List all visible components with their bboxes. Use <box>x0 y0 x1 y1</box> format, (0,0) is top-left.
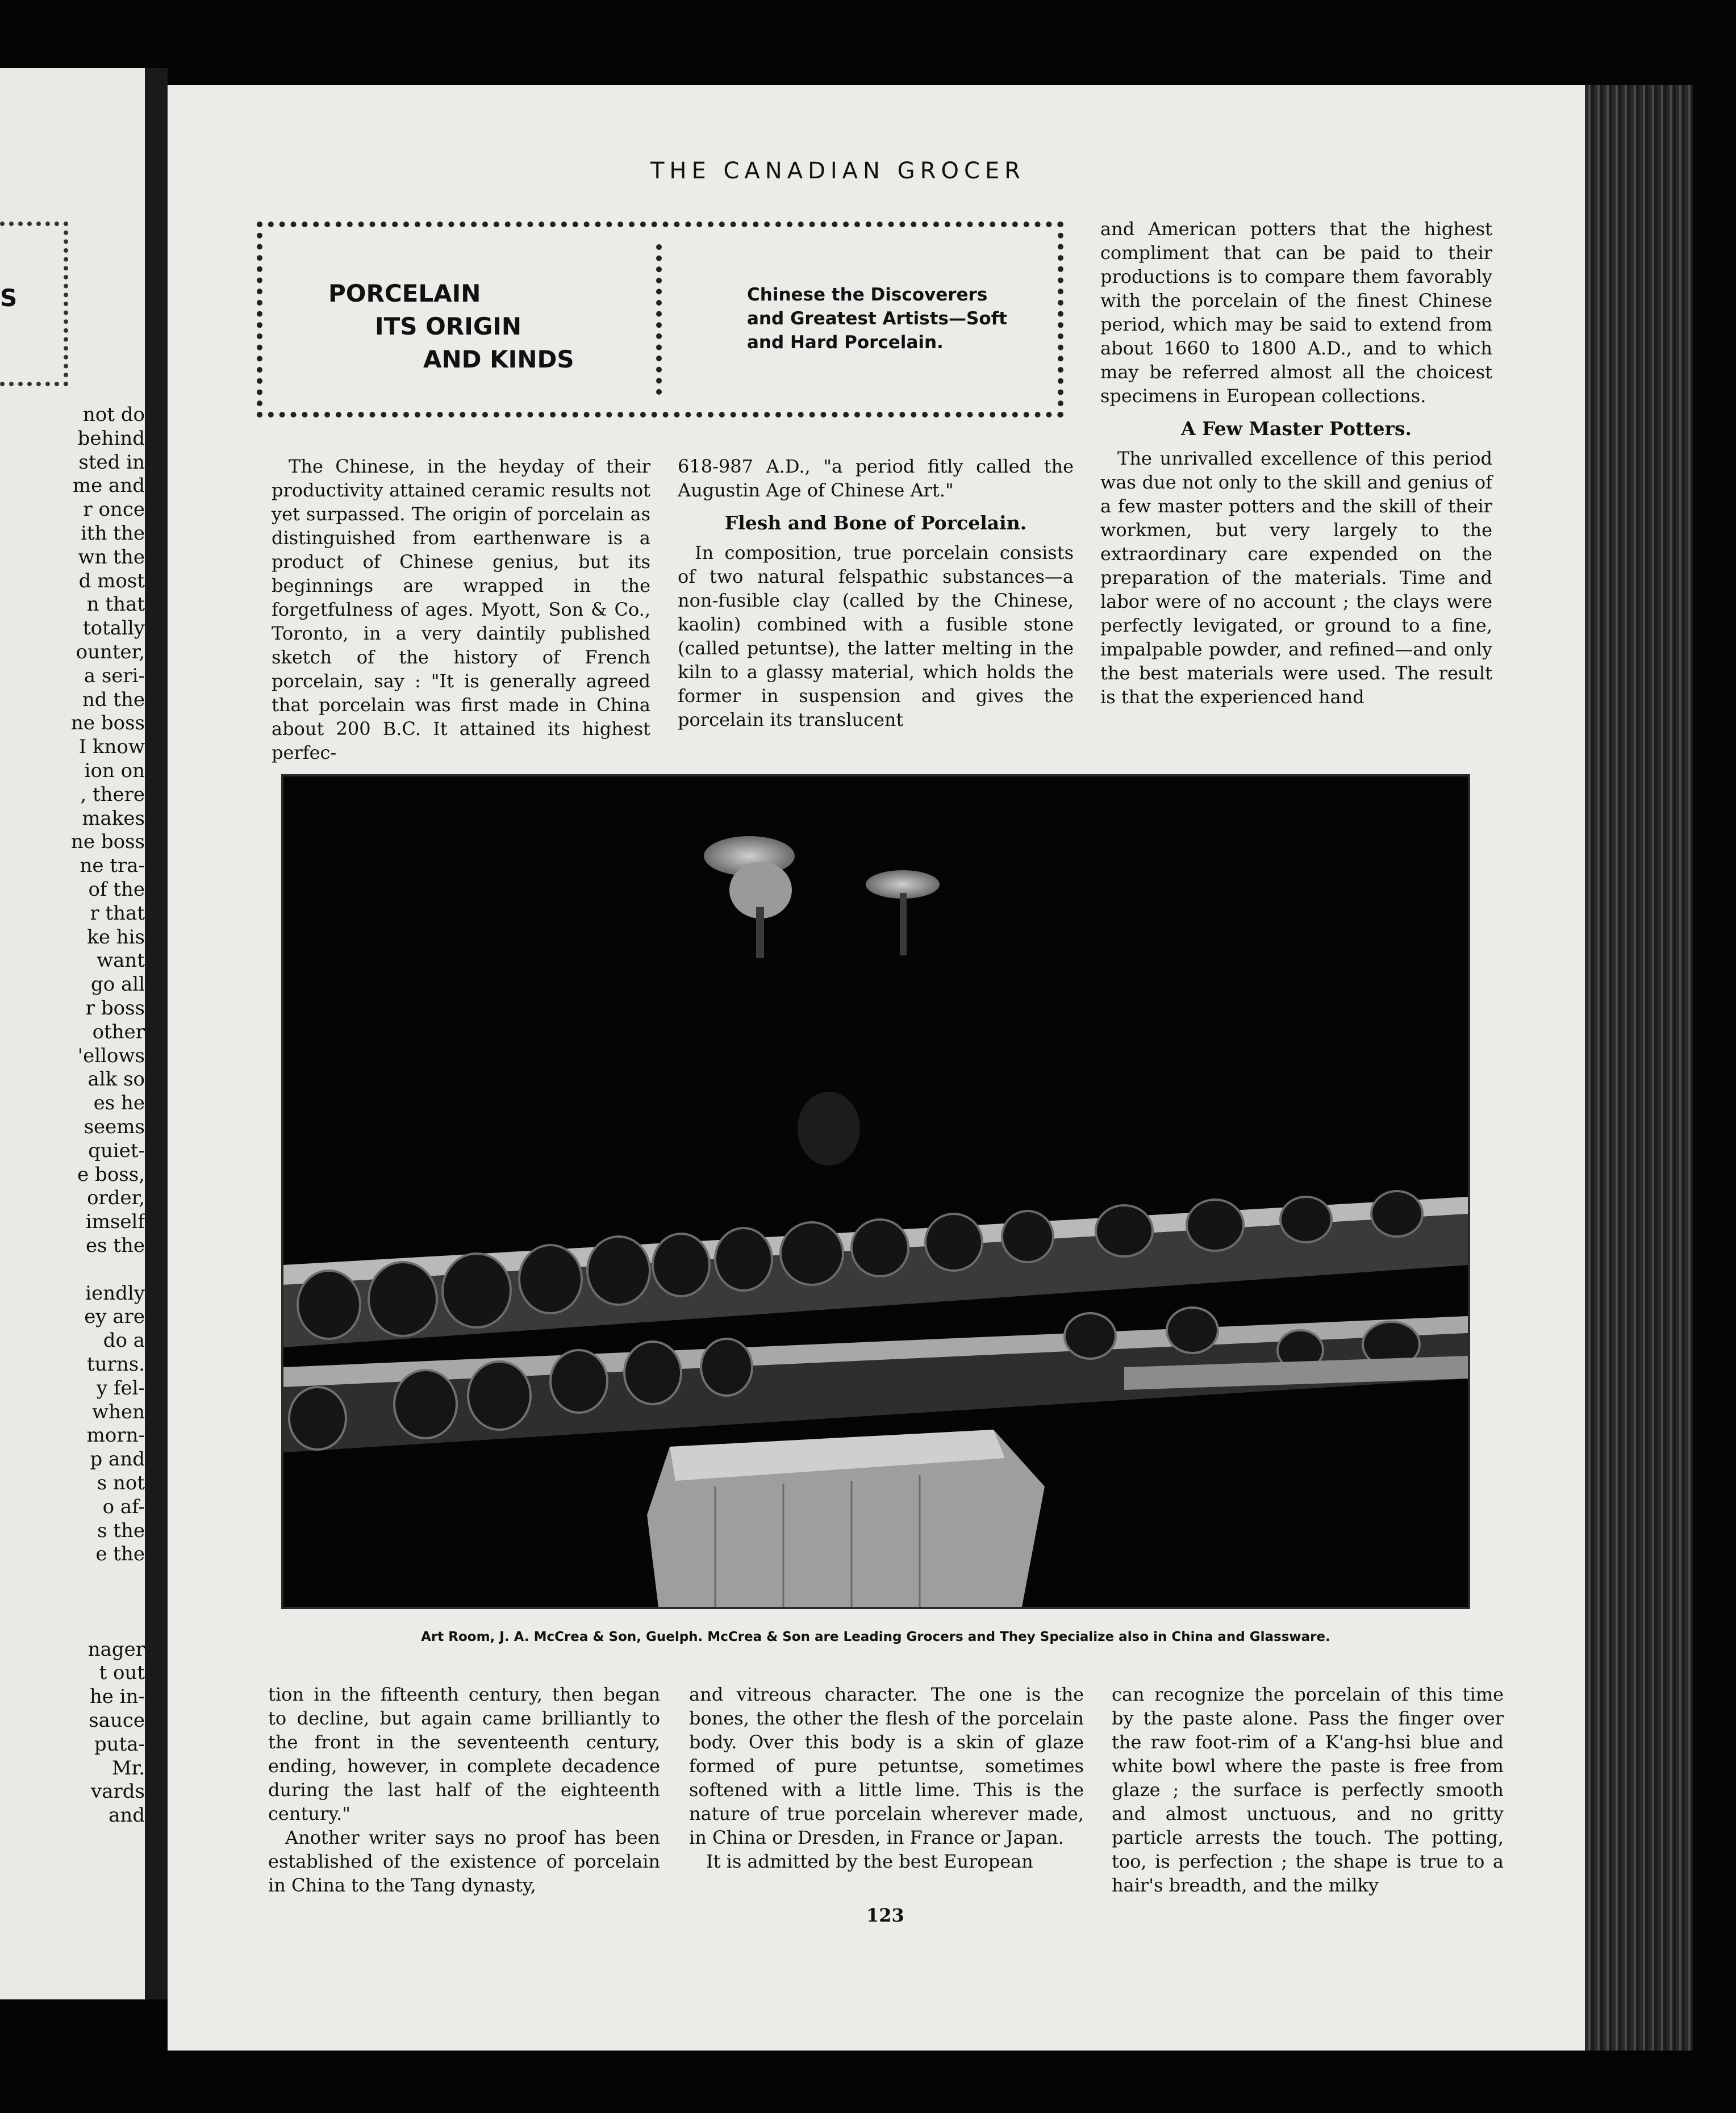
facing-page-fragment <box>0 68 145 1999</box>
paragraph: 618-987 A.D., "a period fitly called the Augustin Age of Chinese Art." <box>678 456 1074 501</box>
facing-page-line: ne tra- <box>80 854 145 878</box>
facing-page-line: want <box>97 949 145 972</box>
section-heading: A Few Master Potters. <box>1180 417 1412 440</box>
section-heading: Flesh and Bone of Porcelain. <box>724 512 1027 534</box>
facing-page-line: sted in <box>78 450 145 474</box>
facing-page-line: s not <box>97 1472 145 1494</box>
paragraph: tion in the fifteenth century, then began to decline, but again came brilliantly to the front in the seventeenth century, ending, however, in complete decadence during the last half of the eighteenth century." <box>268 1684 660 1824</box>
column-3-bottom <box>1112 1682 1504 1897</box>
facing-page-line: ne boss <box>71 830 145 854</box>
facing-page-line: , there <box>80 783 145 806</box>
facing-page-line: iendly <box>85 1281 145 1305</box>
facing-page-line: ke his <box>87 925 145 949</box>
facing-page-line: o af- <box>102 1495 145 1518</box>
facing-page-line: I know <box>78 736 145 759</box>
facing-page-line: me and <box>72 474 145 498</box>
facing-page-line: n that <box>86 593 145 616</box>
facing-page-line: totally <box>82 617 145 640</box>
facing-page-line: morn- <box>86 1424 145 1447</box>
facing-page-line: s the <box>97 1519 145 1542</box>
page-number: 123 <box>866 1905 904 1926</box>
subtitle-line-1: Chinese the Discoverers <box>747 285 988 305</box>
facing-page-line: e the <box>95 1543 145 1566</box>
facing-page-line: alk so <box>87 1068 145 1091</box>
facing-page-line: seems <box>84 1116 145 1138</box>
title-line-1: PORCELAIN <box>328 279 481 307</box>
facing-page-line: es the <box>85 1234 145 1257</box>
title-divider <box>656 244 662 395</box>
facing-page-line: and <box>108 1804 145 1827</box>
facing-page-glyph: S <box>0 284 18 312</box>
facing-page-line: 'ellows <box>77 1044 145 1067</box>
facing-page-line: quiet- <box>88 1139 145 1162</box>
photo-caption: Art Room, J. A. McCrea & Son, Guelph. McCrea & Son are Leading Grocers and They Specialize also in China and Glassware. <box>421 1630 1330 1644</box>
facing-page-line: of the <box>88 878 145 901</box>
facing-page-line: t out <box>99 1661 145 1685</box>
column-3-top <box>1100 217 1492 709</box>
facing-page-line: when <box>91 1400 145 1423</box>
facing-page-line: vards <box>91 1780 145 1803</box>
paragraph: can recognize the porcelain of this time by the paste alone. Pass the finger over the raw foot-rim of a K'ang-hsi blue and white bowl where the paste is free from glaze ; the surface is perfectly smooth and almost unctuous, and no gritty particle arrests the touch. The potting, too, is perfection ; the shape is true to a hair's breadth, and the milky <box>1112 1684 1504 1896</box>
facing-page-line: go all <box>90 973 145 996</box>
paragraph: The unrivalled excellence of this period was due not only to the skill and genius of a few master potters and the skill of their workmen, but very largely to the extraordinary care expended on the preparation of the materials. Time and labor were of no account ; the clays were perfectly levigated, or ground to a fine, impalpable powder, and refined—and only the best materials were used. The result is that the experienced hand <box>1100 448 1492 708</box>
facing-page-line: imself <box>85 1210 145 1234</box>
facing-page-line: not do <box>82 403 145 426</box>
column-1-top <box>272 454 650 765</box>
binding-gutter <box>145 68 168 1999</box>
paragraph: It is admitted by the best European <box>706 1851 1033 1872</box>
facing-page-line: other <box>92 1020 145 1043</box>
column-2-bottom <box>689 1682 1084 1873</box>
facing-page-line: ounter, <box>76 641 145 663</box>
facing-page-line: ith the <box>81 522 145 545</box>
title-subtitle <box>747 283 1042 354</box>
paragraph: The Chinese, in the heyday of their productivity attained ceramic results not yet surpassed. The origin of porcelain as distinguished from earthenware is a product of Chinese genius, but its beginnings are wrapped in the forgetfulness of ages. Myott, Son & Co., Toronto, in a very daintily published sketch of the history of French porcelain, say : "It is generally agreed that porcelain was first made in China about 200 B.C. It attained its highest perfec- <box>272 456 650 763</box>
paragraph: In composition, true porcelain consists of two natural felspathic substances—a non-fusible clay (called by the Chinese, kaolin) combined with a fusible stone (called petuntse), the latter melting in the kiln to a glassy material, which holds the former in suspension and gives the porcelain its translucent <box>678 542 1074 730</box>
subtitle-line-2: and Greatest Artists—Soft <box>747 308 1007 329</box>
facing-page-line: nager <box>87 1638 145 1661</box>
facing-page-line: e boss, <box>77 1163 145 1186</box>
title-line-3: AND KINDS <box>423 345 574 373</box>
facing-page-line: ion on <box>84 759 145 782</box>
running-head: THE CANADIAN GROCER <box>650 158 1025 184</box>
facing-page-line: nd the <box>82 688 145 711</box>
facing-page-line: ey are <box>84 1305 145 1329</box>
facing-page-line: a seri- <box>84 664 145 687</box>
title-line-2: ITS ORIGIN <box>375 312 522 340</box>
facing-page-line: p and <box>90 1448 145 1471</box>
facing-page-line: behind <box>77 427 145 450</box>
column-2-top <box>678 454 1074 732</box>
facing-page-line: Mr. <box>111 1756 145 1780</box>
art-room-photograph <box>281 774 1470 1609</box>
facing-page-line: sauce <box>89 1709 145 1732</box>
column-1-bottom <box>268 1682 660 1897</box>
facing-page-line: he in- <box>89 1685 145 1709</box>
paragraph: and vitreous character. The one is the bones, the other the flesh of the porcelain body. Over this body is a skin of glaze formed of pure petuntse, sometimes softened with a little lime. This is the nature of true porcelain wherever made, in China or Dresden, in France or Japan. <box>689 1684 1084 1848</box>
facing-page-line: do a <box>103 1329 145 1352</box>
facing-page-line: makes <box>82 807 145 830</box>
facing-page-line: y fel- <box>96 1376 145 1400</box>
facing-page-line: d most <box>78 569 145 592</box>
facing-page-line: puta- <box>94 1732 145 1756</box>
facing-page-line: order, <box>87 1187 145 1210</box>
facing-page-line: es he <box>93 1092 145 1115</box>
page-edges <box>1585 85 1693 2051</box>
facing-page-line: ne boss <box>71 712 145 735</box>
facing-page-line: r once <box>83 498 145 521</box>
subtitle-line-3: and Hard Porcelain. <box>747 332 944 353</box>
facing-page-line: turns. <box>87 1353 145 1376</box>
facing-page-line: wn the <box>78 545 145 569</box>
paragraph: and American potters that the highest compliment that can be paid to their productions is to compare them favorably with the porcelain of the finest Chinese period, which may be said to extend from about 1660 to 1800 A.D., and to which may be referred almost all the choicest specimens in European collections. <box>1100 218 1492 407</box>
facing-page-line: r boss <box>85 997 145 1020</box>
facing-page-line: r that <box>90 901 145 925</box>
paragraph: Another writer says no proof has been established of the existence of porcelain in China to the Tang dynasty, <box>268 1827 660 1896</box>
